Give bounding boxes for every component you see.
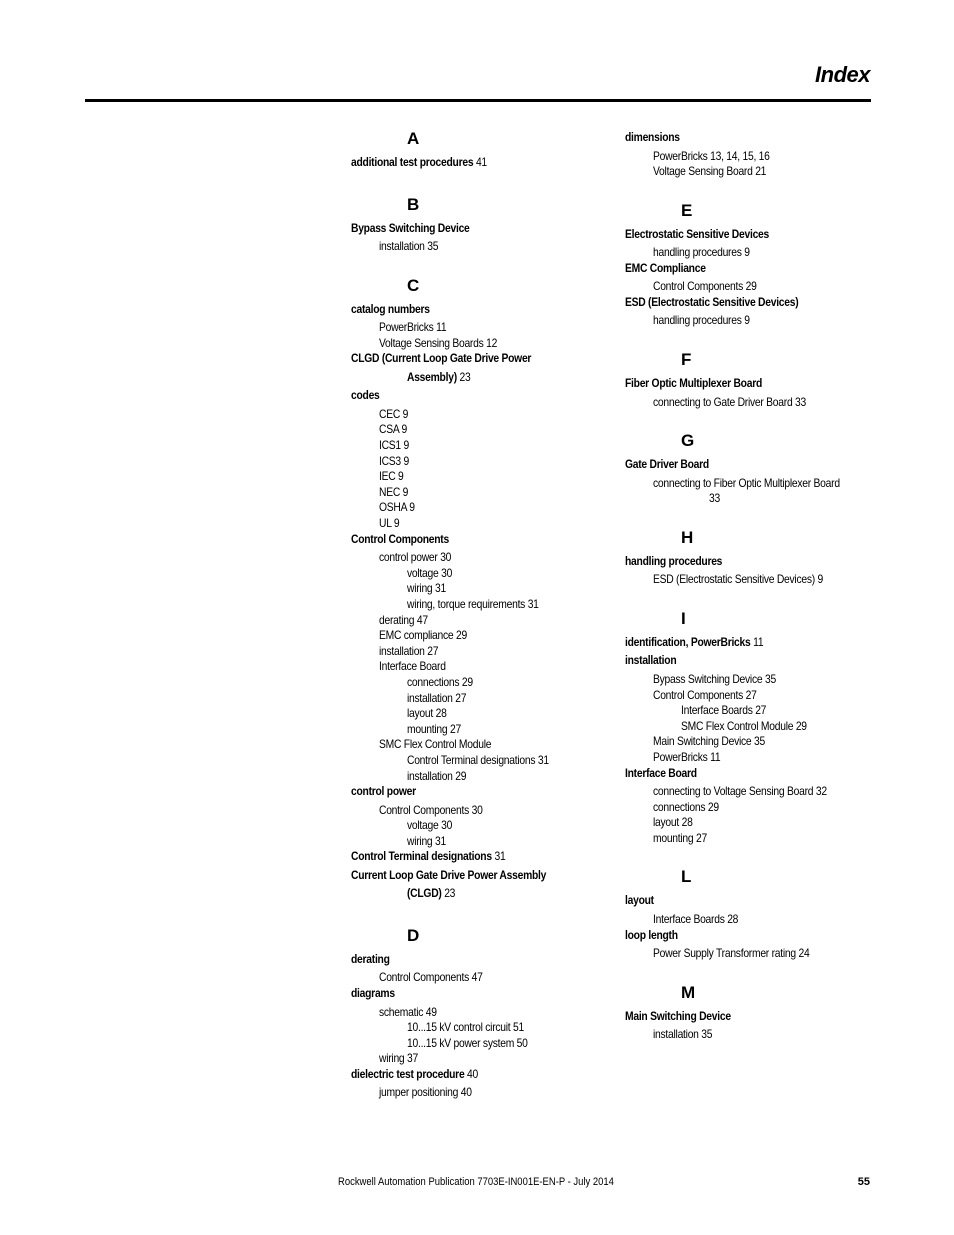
index-entry [625,376,762,391]
index-subentry: wiring 31 [407,833,446,848]
index-term: Control Terminal designations [351,849,492,864]
index-subentry: voltage 30 [407,818,453,833]
index-subentry: EMC compliance 29 [379,628,467,643]
index-term: derating [351,951,390,966]
index-subentry: mounting 27 [407,721,461,736]
index-subentry: layout 28 [653,815,693,830]
index-subentry: installation 27 [407,690,467,705]
index-term: CLGD (Current Loop Gate Drive Power [351,351,532,366]
index-entry [351,986,395,1001]
index-subentry: 10...15 kV power system 50 [407,1035,528,1050]
index-letter-heading: B [407,194,419,214]
index-subentry: Control Components 47 [379,970,483,985]
index-subentry: PowerBricks 11 [379,320,447,335]
index-term: codes [351,388,380,403]
index-term: Bypass Switching Device [351,220,470,235]
index-entry [351,849,505,864]
index-entry [351,351,531,366]
index-term: diagrams [351,986,395,1000]
index-entry [625,635,763,650]
index-letter-heading: A [407,129,419,148]
index-entry [625,227,769,242]
index-entry [351,1067,478,1082]
index-term: Gate Driver Board [625,457,709,472]
index-page-ref: 40 [467,1066,479,1081]
index-subentry: Bypass Switching Device 35 [653,671,776,686]
index-entry [625,261,706,276]
index-subentry: CSA 9 [379,422,407,437]
index-letter-heading: F [681,350,692,369]
index-term: Current Loop Gate Drive Power Assembly [351,867,547,882]
index-entry [351,388,380,403]
index-term: installation [625,653,677,668]
index-subentry: jumper positioning 40 [379,1085,472,1100]
index-subentry: schematic 49 [379,1004,437,1019]
index-term: EMC Compliance [625,260,706,275]
index-term: layout [625,893,654,908]
index-page-ref: 41 [475,155,487,169]
index-subentry: connecting to Gate Driver Board 33 [653,394,806,409]
index-term: handling procedures [625,553,723,568]
index-letter-heading: L [681,867,692,887]
index-entry [351,952,390,967]
index-entry [351,302,430,317]
index-letter-heading: C [407,275,419,295]
index-term: identification, PowerBricks [625,634,751,649]
index-subentry: Interface Boards 27 [681,703,767,718]
index-entry [351,155,487,170]
index-subentry: OSHA 9 [379,500,415,515]
index-entry [351,221,470,236]
index-letter-heading: E [681,200,693,220]
index-page-ref: 11 [753,634,764,649]
page-title: Index [815,62,870,87]
index-term: dielectric test procedure [351,1066,465,1081]
index-entry [407,370,470,385]
index-term: ESD (Electrostatic Sensitive Devices) [625,294,799,309]
index-subentry: Main Switching Device 35 [653,734,765,749]
index-entry [351,784,416,799]
index-term: Interface Board [625,765,697,780]
index-subentry: UL 9 [379,516,400,530]
index-subentry: installation 35 [653,1027,713,1042]
index-subentry: Power Supply Transformer rating 24 [653,946,810,960]
index-term: (CLGD) [407,886,442,901]
index-entry [625,653,676,668]
index-entry [625,1009,731,1024]
index-subentry: derating 47 [379,612,428,627]
index-subentry: Control Components 30 [379,802,483,817]
index-subentry: Control Components 29 [653,279,757,294]
index-term: catalog numbers [351,301,430,316]
index-entry [625,295,798,310]
index-subentry: layout 28 [407,706,447,721]
footer-publication: Rockwell Automation Publication 7703E-IN001E-EN-P - July 2014 [338,1176,614,1188]
title-rule [85,99,871,102]
index-term: additional test procedures [351,155,474,169]
index-entry [351,868,546,883]
index-term: loop length [625,927,678,942]
index-letter-heading: D [407,925,419,945]
index-letter-heading: M [681,982,695,1002]
index-entry [351,532,449,547]
index-term: Main Switching Device [625,1008,731,1023]
index-subentry: voltage 30 [407,565,453,580]
index-page-ref: 23 [459,369,471,384]
index-subentry: 10...15 kV control circuit 51 [407,1020,525,1035]
index-subentry: SMC Flex Control Module [379,737,492,752]
index-entry [625,554,722,569]
index-subentry: Control Components 27 [653,687,757,702]
index-entry [625,893,654,908]
index-subentry: PowerBricks 11 [653,749,721,764]
index-subentry: wiring, torque requirements 31 [407,596,539,611]
index-term: Assembly) [407,369,457,384]
index-subentry: connections 29 [407,674,473,689]
index-subentry: handling procedures 9 [653,313,750,328]
index-subentry: PowerBricks 13, 14, 15, 16 [653,148,770,163]
index-subentry: Voltage Sensing Boards 12 [379,335,498,350]
index-subentry: NEC 9 [379,484,409,499]
index-subentry: Voltage Sensing Board 21 [653,164,767,179]
index-subentry: mounting 27 [653,830,707,845]
index-subentry: wiring 31 [407,581,446,596]
index-subentry: 33 [709,491,720,506]
index-subentry: Control Terminal designations 31 [407,752,549,767]
index-subentry: installation 27 [379,643,439,658]
index-entry [625,457,709,472]
index-subentry: installation 35 [379,239,439,253]
index-entry [407,886,455,901]
index-subentry: control power 30 [379,550,452,565]
index-letter-heading: G [681,431,694,451]
index-term: Control Components [351,531,449,546]
index-subentry: connecting to Voltage Sensing Board 32 [653,784,827,798]
index-letter-heading: H [681,527,693,547]
index-term: Electrostatic Sensitive Devices [625,226,770,241]
index-term: control power [351,784,416,799]
index-term: dimensions [625,130,680,144]
index-subentry: ICS3 9 [379,453,410,468]
index-subentry: ICS1 9 [379,438,410,452]
index-entry [625,928,678,943]
index-subentry: IEC 9 [379,469,404,484]
index-entry [625,766,697,781]
index-subentry: Interface Board [379,659,446,674]
index-subentry: ESD (Electrostatic Sensitive Devices) 9 [653,572,824,587]
index-subentry: wiring 37 [379,1051,418,1066]
index-subentry: handling procedures 9 [653,245,750,260]
index-subentry: SMC Flex Control Module 29 [681,718,807,733]
index-page-ref: 23 [444,886,456,901]
index-term: Fiber Optic Multiplexer Board [625,376,763,390]
index-subentry: installation 29 [407,768,467,783]
index-entry [625,130,680,145]
index-subentry: connections 29 [653,799,719,814]
index-subentry: connecting to Fiber Optic Multiplexer Board [653,475,840,490]
index-subentry: CEC 9 [379,406,409,421]
footer-page-number: 55 [857,1176,870,1188]
index-subentry: Interface Boards 28 [653,911,739,926]
index-page-ref: 31 [494,849,506,864]
index-letter-heading: I [681,608,686,628]
